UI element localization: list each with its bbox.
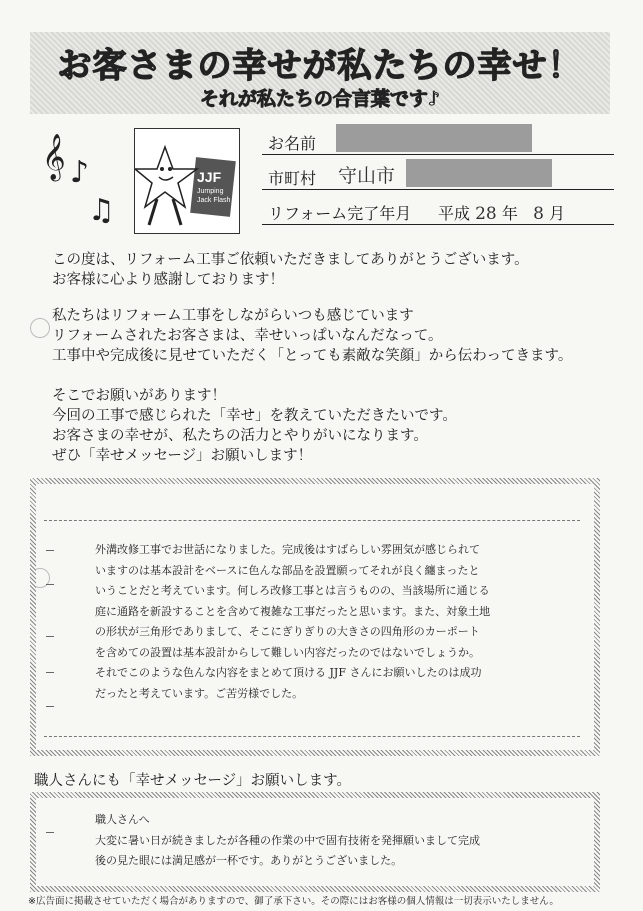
divider: [46, 550, 54, 551]
page-subtitle: それが私たちの合言葉です♪: [199, 88, 441, 110]
title-banner: [30, 32, 610, 114]
footer-note: ※広告面に掲載させていただく場合がありますので、御了承下さい。その際にはお客様の個人情報は一切表示いたしません。: [28, 896, 559, 907]
divider: [46, 636, 54, 637]
message-line: だったと考えています。ご苦労様でした。: [95, 686, 304, 700]
craftsman-section-title: 職人さんにも「幸せメッセージ」お願いします。: [34, 773, 351, 789]
year-value: 28: [475, 204, 497, 224]
intro-paragraph-3: [52, 386, 612, 466]
intro-paragraph-1: [52, 250, 612, 290]
message-line: それでこのような色んな内容をまとめて頂ける JJF さんにお願いしたのは成功: [95, 666, 482, 679]
punch-hole: [30, 318, 50, 338]
text-line: リフォームされたお客さまは、幸せいっぱいなんだなって。: [52, 328, 443, 344]
era: 平成: [438, 204, 471, 223]
text-line: そこでお願いがあります！: [52, 388, 226, 404]
completion-label: リフォーム完了年月: [268, 204, 412, 223]
intro-paragraph-2: [52, 306, 612, 366]
divider: [46, 832, 54, 833]
city-row: [262, 159, 614, 190]
logo-subtext: Jumping Jack Flash: [197, 188, 231, 204]
name-label: お名前: [268, 134, 317, 153]
svg-text:♪: ♪: [70, 155, 90, 190]
text-line: 今回の工事で感じられた「幸せ」を教えていただきたいです。: [52, 408, 457, 424]
name-row: [262, 124, 614, 155]
message-line: 後の見た眼には満足感が一杯です。ありがとうございました。: [95, 854, 403, 867]
company-logo: [134, 128, 240, 234]
logo-text: JJF: [197, 169, 222, 185]
year-unit: 年: [501, 204, 518, 223]
completion-row: [262, 194, 614, 225]
text-line: お客さまの幸せが、私たちの活力とやりがいになります。: [52, 428, 428, 444]
svg-text:𝄞: 𝄞: [42, 134, 66, 180]
music-notes-icon: [40, 120, 120, 230]
message-line: 大変に暑い日が続きましたが各種の作業の中で固有技術を発揮願いまして完成: [95, 833, 480, 847]
text-line: 工事中や完成後に見せていただく「とっても素敵な笑顔」から伝わってきます。: [52, 348, 573, 364]
message-line: を含めての設置は基本設計からして難しい内容だったのではないでしょうか。: [95, 645, 480, 659]
message-line: 庭に通路を新設することを含めて複雑な工事だったと思います。また、対象土地: [95, 604, 491, 618]
customer-message: [95, 540, 575, 704]
divider: [44, 520, 580, 521]
month-unit: 月: [549, 204, 566, 223]
completion-value: [438, 201, 565, 224]
text-line: お客様に心より感謝しております！: [52, 272, 284, 288]
message-line: の形状が三角形でありまして、そこにぎりぎりの大きさの四角形のカーポート: [95, 625, 480, 638]
customer-info: [262, 124, 614, 229]
city-label: 市町村: [268, 169, 317, 188]
message-line: いうことだと考えています。何しろ改修工事とは言うものの、当該場所に通じる: [95, 584, 490, 597]
svg-text:♫: ♫: [88, 193, 115, 228]
message-line: 外溝改修工事でお世話になりました。完成後はすばらしい雰囲気が感じられて: [95, 543, 480, 556]
message-line: 職人さんへ: [95, 813, 150, 826]
divider: [46, 706, 54, 707]
month-value: 8: [533, 204, 544, 224]
divider: [46, 672, 54, 673]
text-line: ぜひ「幸せメッセージ」お願いします！: [52, 448, 313, 464]
message-line: いますのは基本設計をベースに色んな部品を設置願ってそれが良く纏まったと: [95, 563, 480, 577]
text-line: 私たちはリフォーム工事をしながらいつも感じています: [52, 308, 414, 324]
name-redaction: [336, 124, 532, 152]
city-value: 守山市: [338, 165, 396, 187]
text-line: この度は、リフォーム工事ご依頼いただきましてありがとうございます。: [52, 252, 529, 268]
divider: [46, 584, 54, 585]
city-redaction: [406, 159, 552, 187]
star-mascot-icon: [135, 129, 239, 233]
divider: [44, 736, 580, 737]
page-title: お客さまの幸せが私たちの幸せ！: [57, 46, 583, 86]
craftsman-message: [95, 810, 480, 872]
